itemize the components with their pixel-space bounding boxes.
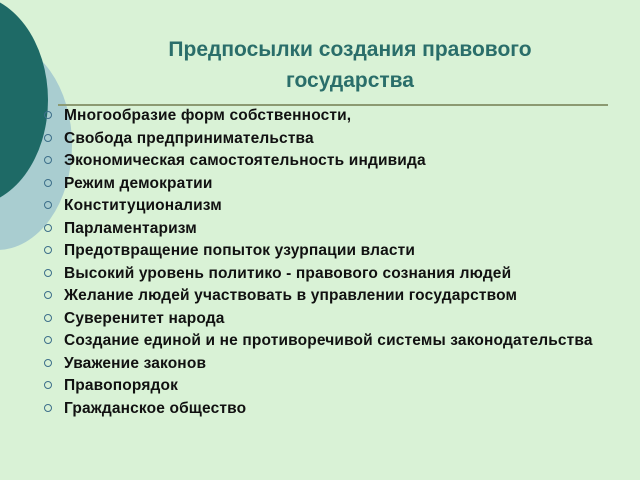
- bullet-item: [42, 175, 640, 193]
- bullet-circle-icon: [44, 336, 52, 344]
- bullet-text: Экономическая самостоятельность индивида: [64, 152, 426, 169]
- bullet-circle-icon: [44, 314, 52, 322]
- bullet-item: [42, 220, 640, 238]
- bullet-list: [42, 107, 640, 422]
- bullet-item: [42, 265, 640, 283]
- slide-title-line-2: государства: [286, 69, 414, 92]
- bullet-circle-icon: [44, 291, 52, 299]
- bullet-item: [42, 107, 640, 125]
- bullet-text: Желание людей участвовать в управлении государством: [64, 287, 518, 304]
- bullet-circle-icon: [44, 359, 52, 367]
- bullet-item: [42, 287, 640, 305]
- bullet-text: Создание единой и не противоречивой системы законодательства: [64, 332, 593, 349]
- bullet-item: [42, 197, 640, 215]
- bullet-text: Парламентаризм: [64, 219, 197, 237]
- bullet-text: Гражданское общество: [64, 399, 247, 417]
- bullet-circle-icon: [44, 224, 52, 232]
- bullet-text: Суверенитет народа: [64, 309, 225, 327]
- bullet-item: [42, 152, 640, 170]
- bullet-item: [42, 130, 640, 148]
- slide-title: [80, 34, 620, 96]
- bullet-item: [42, 332, 640, 350]
- bullet-text: Уважение законов: [64, 354, 207, 372]
- title-divider: [58, 104, 608, 106]
- bullet-text: Высокий уровень политико - правового сознания людей: [64, 264, 512, 282]
- bullet-text: Конституционализм: [64, 197, 222, 214]
- bullet-circle-icon: [44, 269, 52, 277]
- bullet-item: [42, 355, 640, 373]
- bullet-text: Правопорядок: [64, 377, 179, 394]
- bullet-text: Режим демократии: [64, 174, 213, 192]
- bullet-circle-icon: [44, 381, 52, 389]
- slide-title-line-1: Предпосылки создания правового: [168, 38, 532, 61]
- bullet-circle-icon: [44, 404, 52, 412]
- bullet-text: Свобода предпринимательства: [64, 129, 314, 147]
- bullet-circle-icon: [44, 179, 52, 187]
- bullet-item: [42, 310, 640, 328]
- bullet-item: [42, 242, 640, 260]
- bullet-text: Предотвращение попыток узурпации власти: [64, 242, 416, 259]
- bullet-text: Многообразие форм собственности,: [64, 107, 352, 124]
- bullet-circle-icon: [44, 156, 52, 164]
- bullet-item: [42, 400, 640, 418]
- bullet-item: [42, 377, 640, 395]
- bullet-circle-icon: [44, 246, 52, 254]
- bullet-circle-icon: [44, 201, 52, 209]
- bullet-circle-icon: [44, 111, 52, 119]
- bullet-circle-icon: [44, 134, 52, 142]
